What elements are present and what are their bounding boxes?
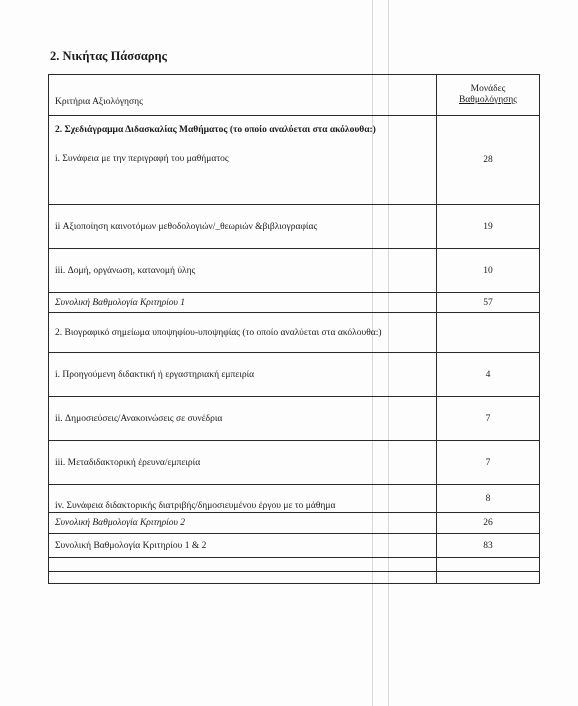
grand-total-score: 83 bbox=[437, 534, 540, 558]
section1-item2-row bbox=[49, 205, 540, 249]
empty-row bbox=[49, 572, 540, 584]
criteria-header: Κριτήρια Αξιολόγησης bbox=[49, 75, 437, 116]
section2-item4-row bbox=[49, 485, 540, 513]
section2-item4-score: 8 bbox=[437, 485, 540, 513]
section2-item2-score: 7 bbox=[437, 397, 540, 441]
empty-cell bbox=[49, 558, 437, 572]
empty-cell bbox=[437, 572, 540, 584]
section1-item3-label: iii. Δομή, οργάνωση, κατανομή ύλης bbox=[49, 249, 437, 293]
table-header-row bbox=[49, 75, 540, 116]
section1-item3-score: 10 bbox=[437, 249, 540, 293]
evaluation-table bbox=[48, 74, 540, 584]
section2-item2-row bbox=[49, 397, 540, 441]
units-header-line2: Βαθμολόγησης bbox=[458, 95, 518, 105]
empty-cell bbox=[49, 572, 437, 584]
section1-criteria-cell bbox=[49, 116, 437, 205]
section2-total-score: 26 bbox=[437, 513, 540, 534]
grand-total-row bbox=[49, 534, 540, 558]
section1-title: 2. Σχεδιάγραμμα Διδασκαλίας Μαθήματος (το οποίο αναλύεται στα ακόλουθα:) bbox=[55, 125, 376, 135]
section1-total-score: 57 bbox=[437, 293, 540, 313]
grand-total-label: Συνολική Βαθμολογία Κριτηρίου 1 & 2 bbox=[49, 534, 437, 558]
section2-title-row bbox=[49, 313, 540, 353]
section1-item1-label: i. Συνάφεια με την περιγραφή του μαθήματος bbox=[55, 154, 229, 164]
section2-item3-score: 7 bbox=[437, 441, 540, 485]
page-heading: 2. Νικήτας Πάσσαρης bbox=[50, 49, 167, 63]
section2-title: 2. Βιογραφικό σημείωμα υποψηφίου-υποψηφίας (το οποίο αναλύεται στα ακόλουθα:) bbox=[49, 313, 437, 353]
section1-item2-label: ii Αξιοποίηση καινοτόμων μεθοδολογιών/_θεωριών &βιβλιογραφίας bbox=[49, 205, 437, 249]
section2-title-score-cell bbox=[437, 313, 540, 353]
units-header-line1: Μονάδες bbox=[470, 84, 506, 94]
section2-item1-score: 4 bbox=[437, 353, 540, 397]
section1-item3-row bbox=[49, 249, 540, 293]
section1-total-label: Συνολική Βαθμολογία Κριτηρίου 1 bbox=[49, 293, 437, 313]
empty-row bbox=[49, 558, 540, 572]
empty-cell bbox=[437, 558, 540, 572]
section2-item1-label: i. Προηγούμενη διδακτική ή εργαστηριακή εμπειρία bbox=[49, 353, 437, 397]
section1-total-row bbox=[49, 293, 540, 313]
section2-item1-row bbox=[49, 353, 540, 397]
section2-item4-label: iv. Συνάφεια διδακτορικής διατριβής/δημοσιευμένου έργου με το μάθημα bbox=[49, 485, 437, 513]
units-header bbox=[437, 75, 540, 116]
section1-item1-score: 28 bbox=[437, 116, 540, 205]
section2-total-row bbox=[49, 513, 540, 534]
section2-item3-row bbox=[49, 441, 540, 485]
section1-item2-score: 19 bbox=[437, 205, 540, 249]
section2-item3-label: iii. Μεταδιδακτορική έρευνα/εμπειρία bbox=[49, 441, 437, 485]
section2-item2-label: ii. Δημοσιεύσεις/Ανακοινώσεις σε συνέδρια bbox=[49, 397, 437, 441]
section1-item1-row bbox=[49, 116, 540, 205]
section2-total-label: Συνολική Βαθμολογία Κριτηρίου 2 bbox=[49, 513, 437, 534]
